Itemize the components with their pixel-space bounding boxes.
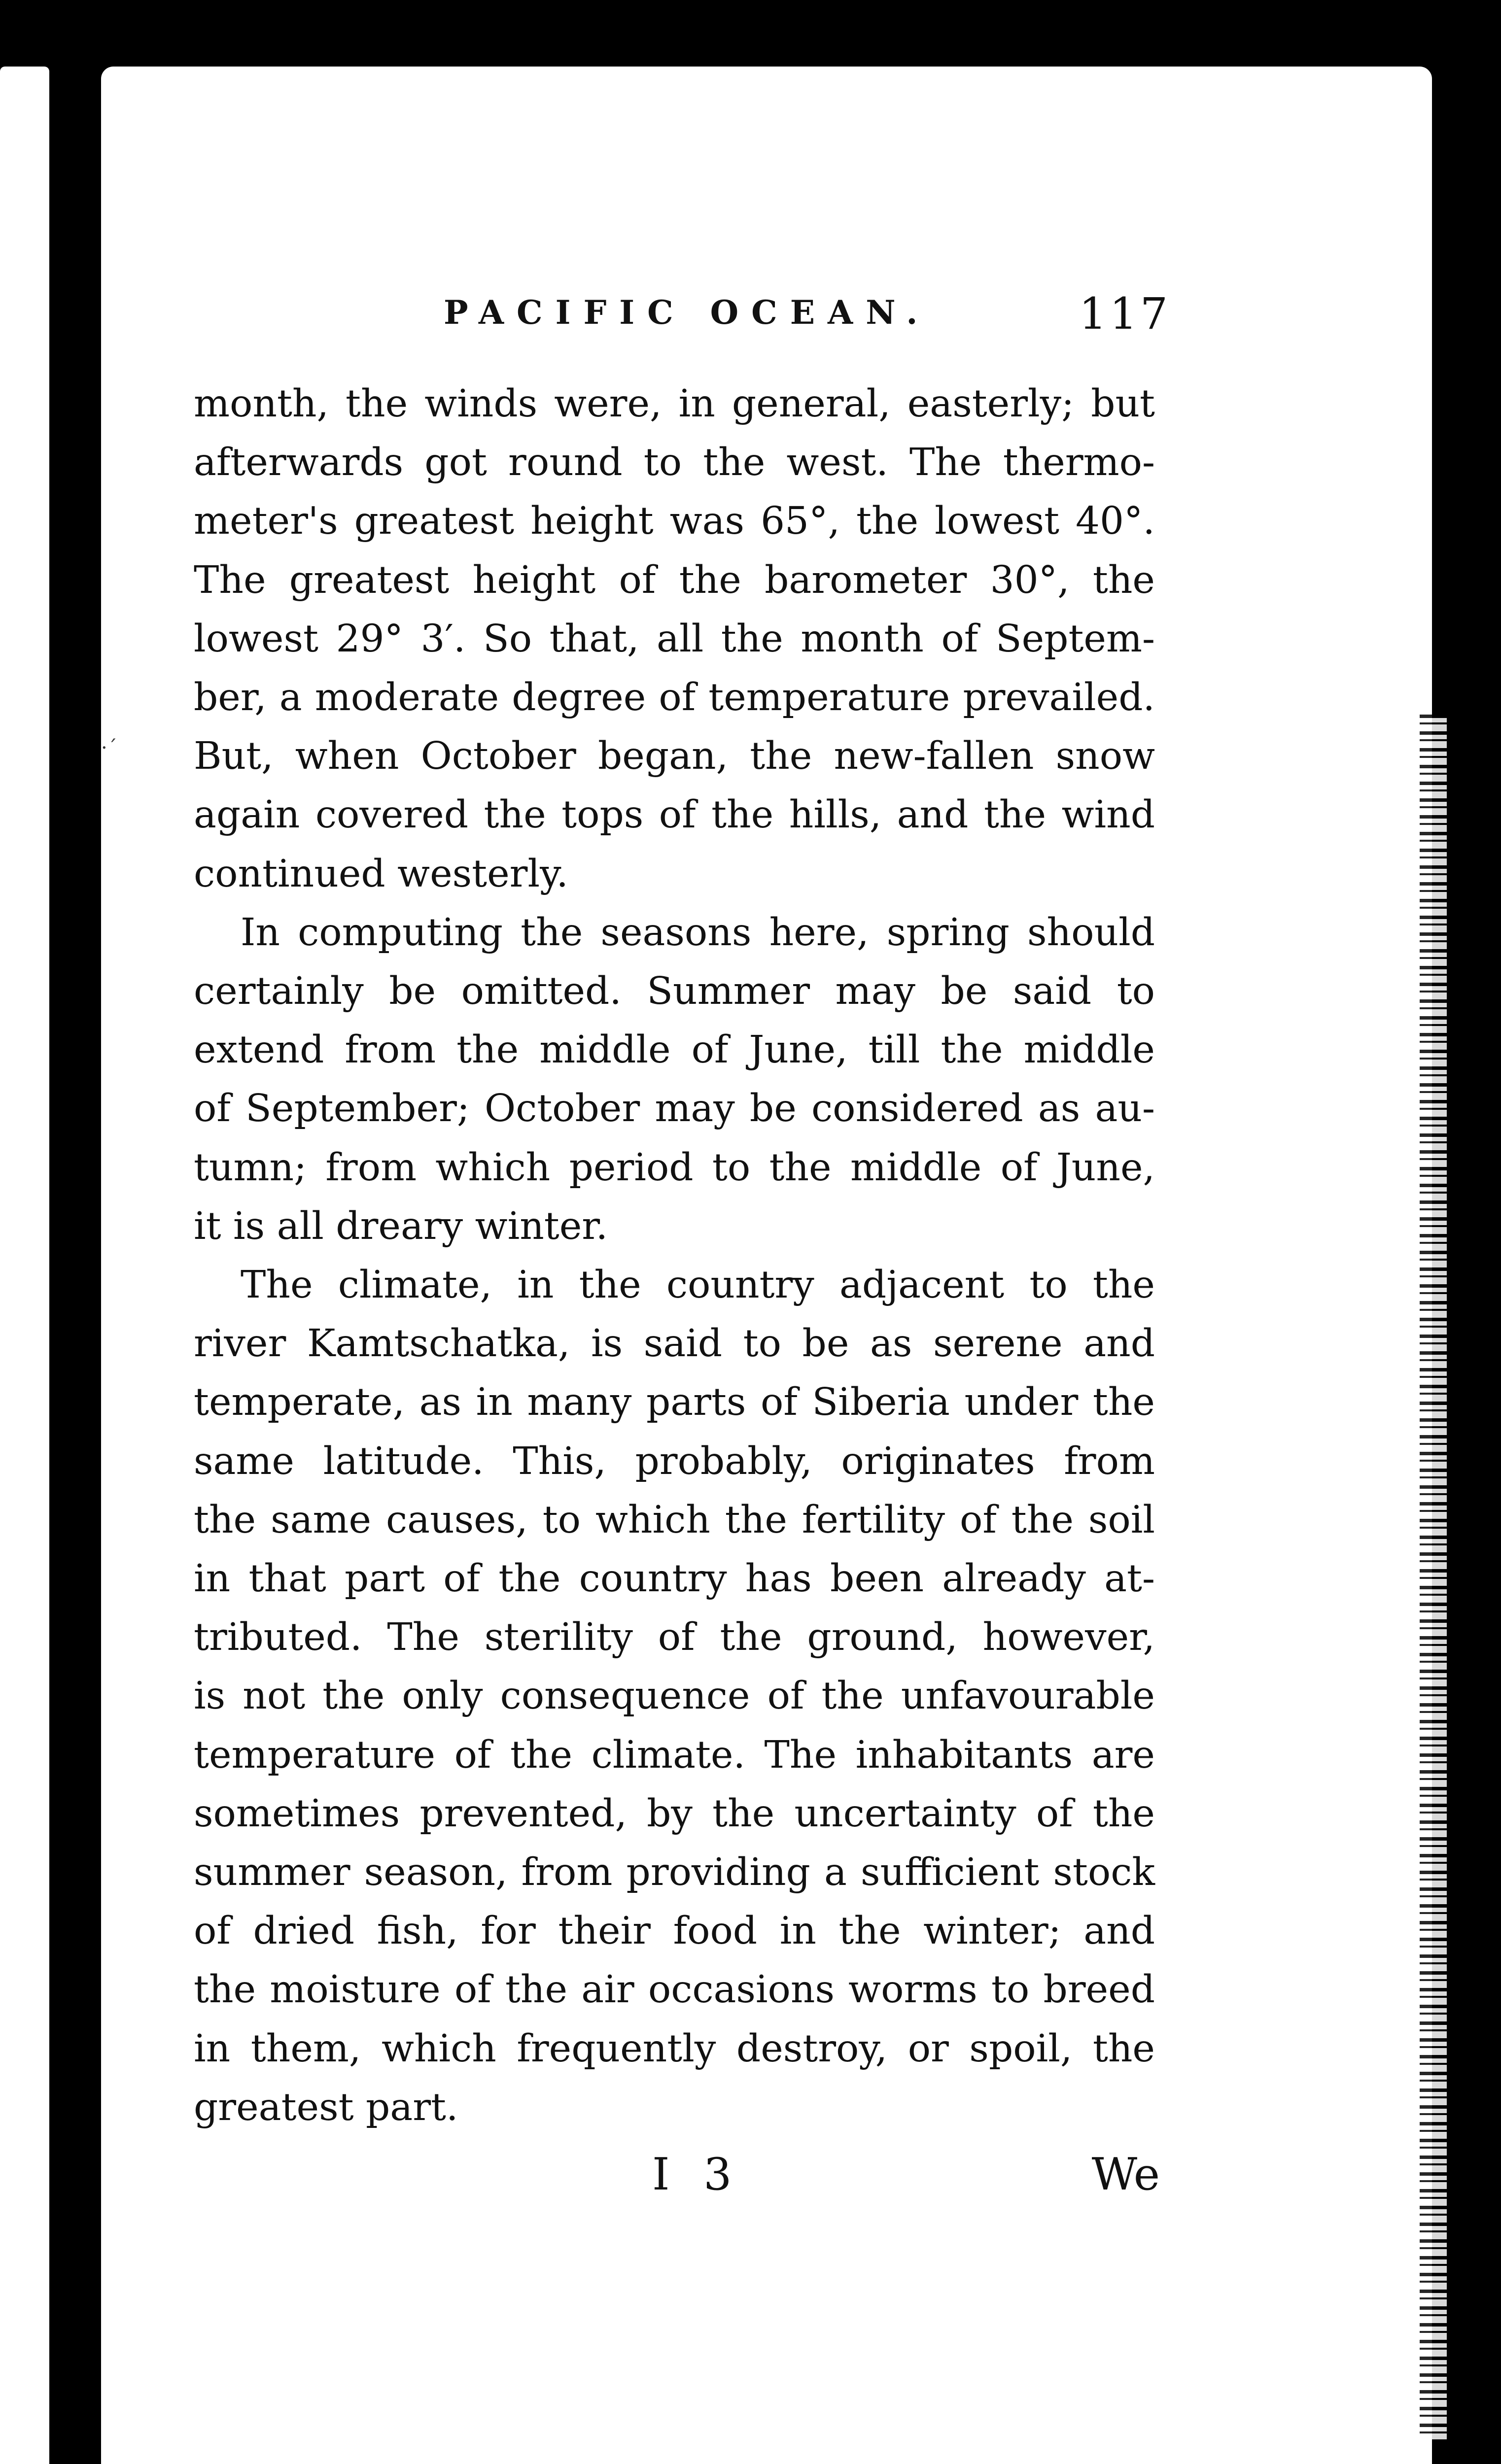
running-title: PACIFIC OCEAN. — [444, 293, 931, 332]
facing-page-edge — [0, 67, 49, 2464]
catchword: We — [1091, 2149, 1160, 2200]
text-line: greatest part. — [194, 2085, 458, 2129]
page-footer — [194, 2149, 1160, 2208]
text-line: certainly be omitted. Summer may be said to — [194, 969, 1155, 1014]
text-line: in that part of the country has been already at- — [194, 1557, 1155, 1601]
text-line: In computing the seasons here, spring should — [241, 910, 1155, 955]
text-line: sometimes prevented, by the uncertainty of the — [194, 1791, 1155, 1836]
text-line: But, when October began, the new-fallen snow — [194, 734, 1155, 779]
text-line: lowest 29° 3′. So that, all the month of Septem- — [194, 616, 1155, 661]
running-head — [192, 283, 1171, 339]
text-line: again covered the tops of the hills, and the wind — [194, 793, 1155, 837]
margin-mark: ·´ — [101, 737, 117, 759]
text-line: in them, which frequently destroy, or spoil, the — [194, 2026, 1155, 2071]
text-line: month, the winds were, in general, easterly; but — [194, 382, 1155, 426]
signature-mark: I 3 — [652, 2149, 742, 2200]
text-line: ber, a moderate degree of temperature prevailed. — [194, 676, 1155, 720]
paragraph-3 — [194, 1256, 1155, 2137]
text-line: extend from the middle of June, till the middle — [194, 1028, 1155, 1072]
text-line: tumn; from which period to the middle of June, — [194, 1145, 1155, 1190]
text-line: continued westerly. — [194, 852, 568, 896]
text-line: the same causes, to which the fertility of the soil — [194, 1498, 1155, 1542]
page-edge-rag — [1420, 715, 1447, 2439]
text-line: summer season, from providing a sufficient stock — [194, 1850, 1155, 1895]
text-line: meter's greatest height was 65°, the lowest 40°. — [194, 499, 1155, 544]
text-line: of September; October may be considered as au- — [194, 1087, 1155, 1131]
text-line: tributed. The sterility of the ground, however, — [194, 1615, 1155, 1660]
body-text — [194, 375, 1155, 2137]
text-line: the moisture of the air occasions worms to breed — [194, 1968, 1155, 2012]
text-line: is not the only consequence of the unfavourable — [194, 1674, 1155, 1718]
text-line: river Kamtschatka, is said to be as serene and — [194, 1322, 1155, 1366]
text-line: temperature of the climate. The inhabitants are — [194, 1733, 1155, 1777]
text-line: temperate, as in many parts of Siberia under the — [194, 1380, 1155, 1425]
text-line: afterwards got round to the west. The thermo- — [194, 441, 1155, 485]
text-line: The climate, in the country adjacent to the — [241, 1263, 1155, 1307]
text-line: of dried fish, for their food in the winter; and — [194, 1909, 1155, 1953]
text-line: The greatest height of the barometer 30°, the — [194, 558, 1155, 602]
text-line: same latitude. This, probably, originates from — [194, 1439, 1155, 1483]
text-line: it is all dreary winter. — [194, 1204, 608, 1248]
paragraph-2 — [194, 903, 1155, 1256]
paragraph-1 — [194, 375, 1155, 903]
page-number: 117 — [1079, 288, 1171, 339]
